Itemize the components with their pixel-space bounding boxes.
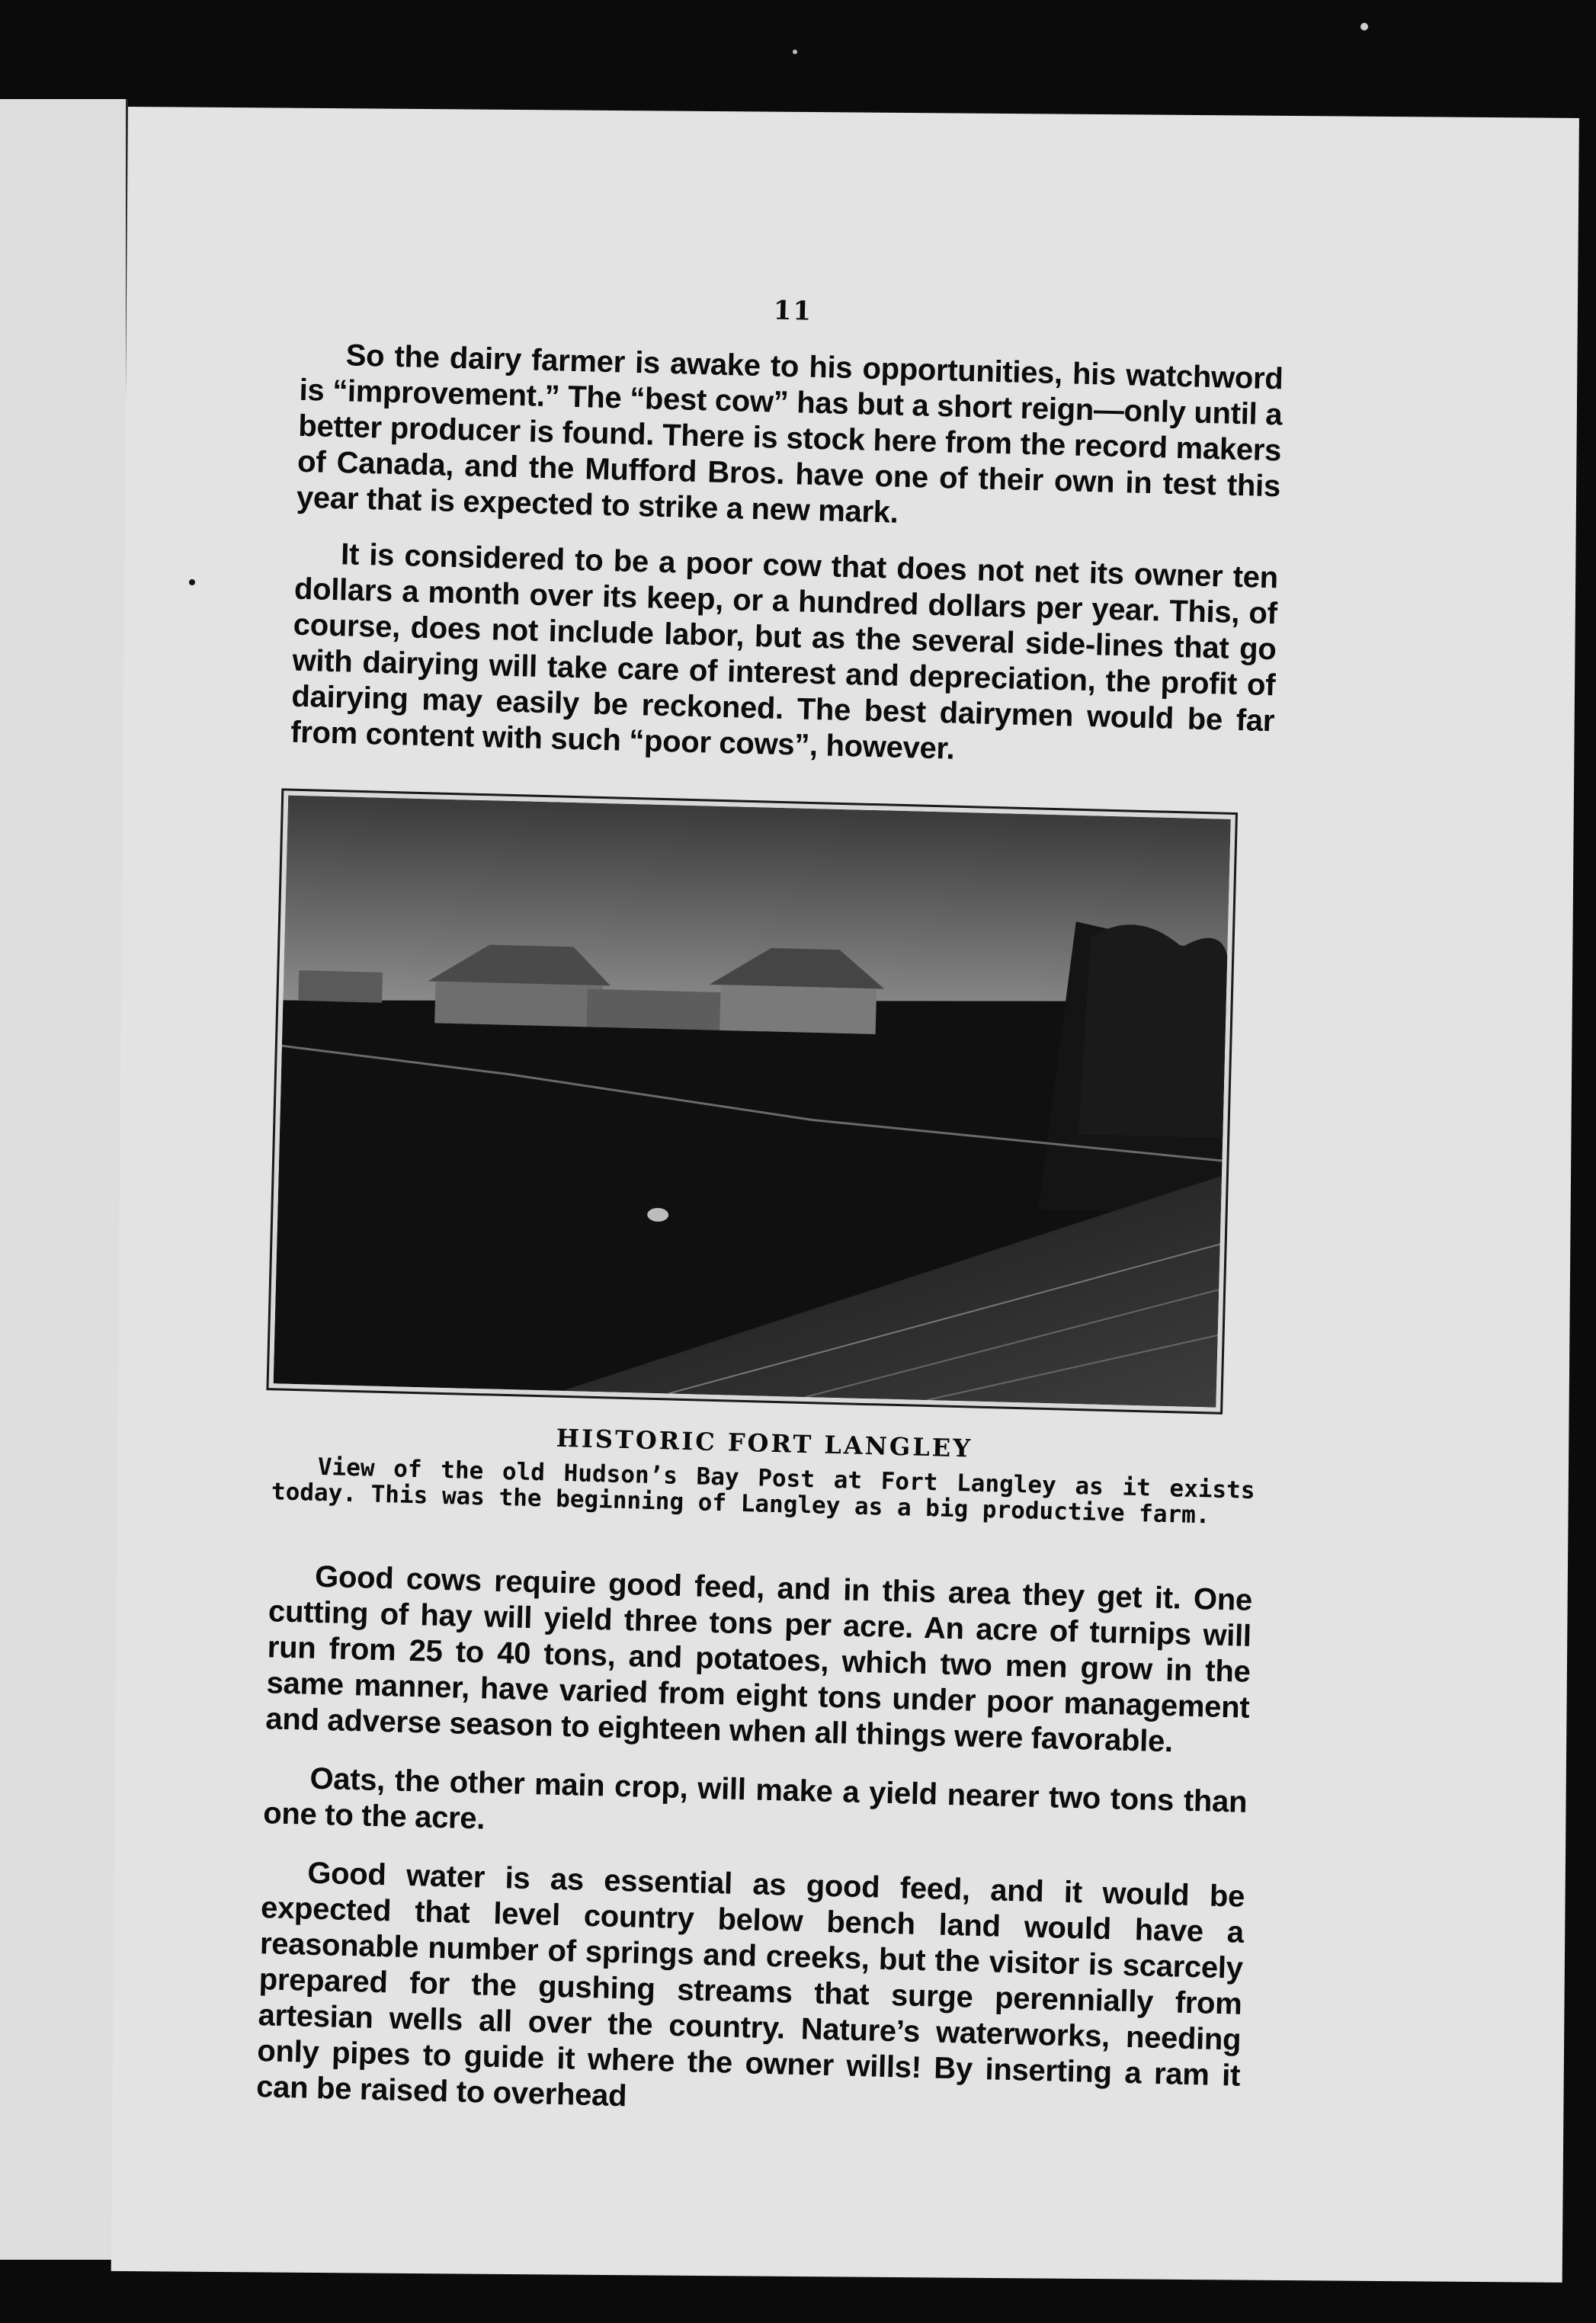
paragraph-oats: Oats, the other main crop, will make a yield nearer two tons than one to the acre. (262, 1761, 1248, 1836)
page-number: 11 (773, 295, 813, 327)
photo-caption-title: HISTORIC FORT LANGLEY (556, 1423, 973, 1463)
left-page-edge (0, 99, 128, 2260)
book-page (111, 107, 1579, 2283)
scan-speck (189, 579, 195, 585)
paragraph-dairy-improvement: So the dairy farmer is awake to his opportunities, his watchword is “improvement.” The “best cow” has but a short reign—only until a better producer is found. There is stock here from the record makers of Canada, and the Mufford Bros. have one of their own in test this year that is expected to strike a new mark. (296, 338, 1284, 530)
paragraph-poor-cow: It is considered to be a poor cow that does not net its owner ten dollars a month over its keep, or a hundred dollars per year. This, of course, does not include labor, but as the several side-lines that go with dairying will take care of interest and depreciation, the profit of dairying may easily be reckoned. The best dairymen would be far from content with such “poor cows”, however. (290, 537, 1279, 766)
fort-langley-photo (266, 788, 1238, 1415)
paragraph-good-water: Good water is as essential as good feed, and it would be expected that level country below bench land would have a reasonable number of springs and creeks, but the visitor is scarcely prepared for the gushing streams that surge perennially from artesian wells all over the country. Nature’s waterworks, needing only pipes to guide it where the owner wills! By inserting a ram it can be raised to overhead (255, 1856, 1245, 2113)
scan-speck (1360, 23, 1368, 30)
fort-langley-photo-image (274, 796, 1231, 1408)
page-content (255, 284, 1285, 2153)
photo-caption-text: View of the old Hudson’s Bay Post at Fort Langley as it exists today. This was the beginning of Langley as a big productive farm. (271, 1453, 1255, 1530)
scan-speck (793, 50, 797, 54)
paragraph-good-feed: Good cows require good feed, and in this area they get it. One cutting of hay will yield three tons per acre. An acre of turnips will run from 25 to 40 tons, and potatoes, which two men grow in the same manner, have varied from eight tons under poor management and adverse season to eighteen when all things were favorable. (264, 1559, 1253, 1759)
